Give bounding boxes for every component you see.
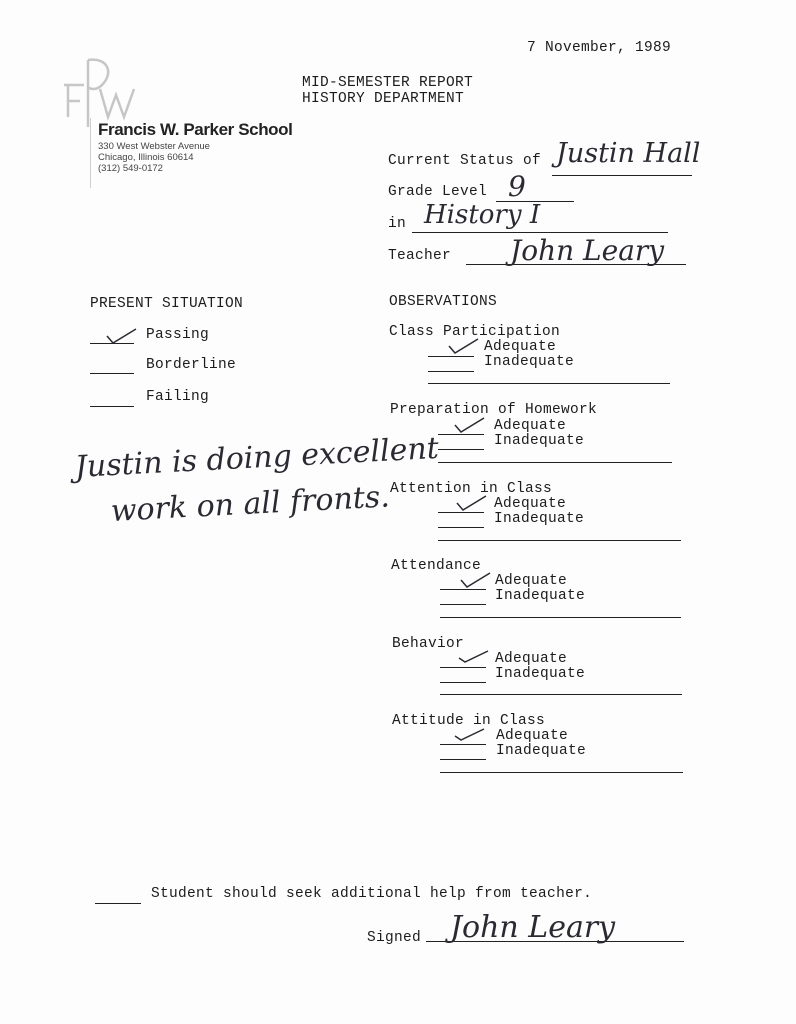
obs-5-inadequate: Inadequate	[495, 666, 586, 682]
letterhead-rule	[90, 118, 91, 188]
obs-class-participation-label: Class Participation	[389, 324, 561, 340]
option-passing: Passing	[146, 327, 210, 343]
grade-level-value: 9	[508, 170, 526, 203]
obs-2-inadequate: Inadequate	[494, 433, 585, 449]
obs-6-inadequate: Inadequate	[496, 743, 587, 759]
obs-5-inadequate-blank[interactable]	[440, 682, 486, 683]
school-logo	[50, 45, 145, 130]
borderline-blank[interactable]	[90, 373, 134, 374]
obs-6-adequate-blank[interactable]	[440, 744, 486, 745]
obs-4-check-icon	[458, 570, 492, 590]
obs-2-check-icon	[452, 415, 486, 435]
present-situation-heading: PRESENT SITUATION	[90, 296, 244, 312]
course-value: History I	[424, 200, 541, 230]
current-status-label: Current Status of	[388, 153, 542, 169]
obs-5-comment-line	[440, 694, 682, 695]
obs-3-comment-line	[438, 540, 681, 541]
obs-1-inadequate-blank[interactable]	[428, 371, 474, 372]
comment-line-1: Justin is doing excellent	[74, 430, 440, 485]
signature: John Leary	[450, 910, 616, 945]
obs-4-comment-line	[440, 617, 681, 618]
student-name-line	[552, 175, 692, 176]
obs-homework-label: Preparation of Homework	[390, 402, 598, 418]
school-address: 330 West Webster Avenue	[98, 141, 210, 152]
logo-text: FW	[97, 123, 99, 124]
obs-3-inadequate-blank[interactable]	[438, 527, 484, 528]
comment-line-2: work on all fronts.	[110, 479, 391, 529]
course-label: in	[388, 216, 407, 232]
passing-check-icon	[104, 326, 138, 346]
obs-attendance-label: Attendance	[391, 558, 482, 574]
option-borderline: Borderline	[146, 357, 237, 373]
obs-5-adequate-blank[interactable]	[440, 667, 486, 668]
obs-1-check-icon	[446, 336, 480, 356]
obs-4-inadequate: Inadequate	[495, 588, 586, 604]
school-phone: (312) 549-0172	[98, 163, 163, 174]
teacher-signature: John Leary	[510, 234, 665, 267]
observations-heading: OBSERVATIONS	[389, 294, 498, 310]
obs-3-check-icon	[454, 493, 488, 513]
report-date: 7 November, 1989	[527, 40, 672, 56]
obs-3-adequate: Adequate	[494, 496, 567, 512]
obs-1-inadequate: Inadequate	[484, 354, 575, 370]
help-text: Student should seek additional help from teacher.	[151, 886, 593, 902]
course-line	[412, 232, 668, 233]
signed-label: Signed	[367, 930, 422, 946]
obs-5-adequate: Adequate	[495, 651, 568, 667]
obs-4-inadequate-blank[interactable]	[440, 604, 486, 605]
school-city: Chicago, Illinois 60614	[98, 152, 194, 163]
report-department: HISTORY DEPARTMENT	[302, 91, 465, 107]
obs-4-adequate: Adequate	[495, 573, 568, 589]
school-name: Francis W. Parker School	[98, 120, 293, 139]
report-title: MID-SEMESTER REPORT	[302, 75, 474, 91]
obs-6-comment-line	[440, 772, 683, 773]
obs-1-comment-line	[428, 383, 670, 384]
failing-blank[interactable]	[90, 406, 134, 407]
obs-1-adequate-blank[interactable]	[428, 356, 474, 357]
obs-2-comment-line	[438, 462, 672, 463]
option-failing: Failing	[146, 389, 210, 405]
obs-6-adequate: Adequate	[496, 728, 569, 744]
obs-2-adequate: Adequate	[494, 418, 567, 434]
obs-attention-label: Attention in Class	[390, 481, 553, 497]
obs-6-check-icon	[452, 724, 486, 744]
obs-6-inadequate-blank[interactable]	[440, 759, 486, 760]
grade-level-label: Grade Level	[388, 184, 488, 200]
obs-2-inadequate-blank[interactable]	[438, 449, 484, 450]
obs-1-adequate: Adequate	[484, 339, 557, 355]
student-name: Justin Hall	[556, 138, 701, 169]
teacher-label: Teacher	[388, 248, 452, 264]
obs-attitude-label: Attitude in Class	[392, 713, 546, 729]
obs-behavior-label: Behavior	[392, 636, 465, 652]
obs-3-inadequate: Inadequate	[494, 511, 585, 527]
help-blank[interactable]	[95, 903, 141, 904]
obs-5-check-icon	[456, 646, 490, 666]
